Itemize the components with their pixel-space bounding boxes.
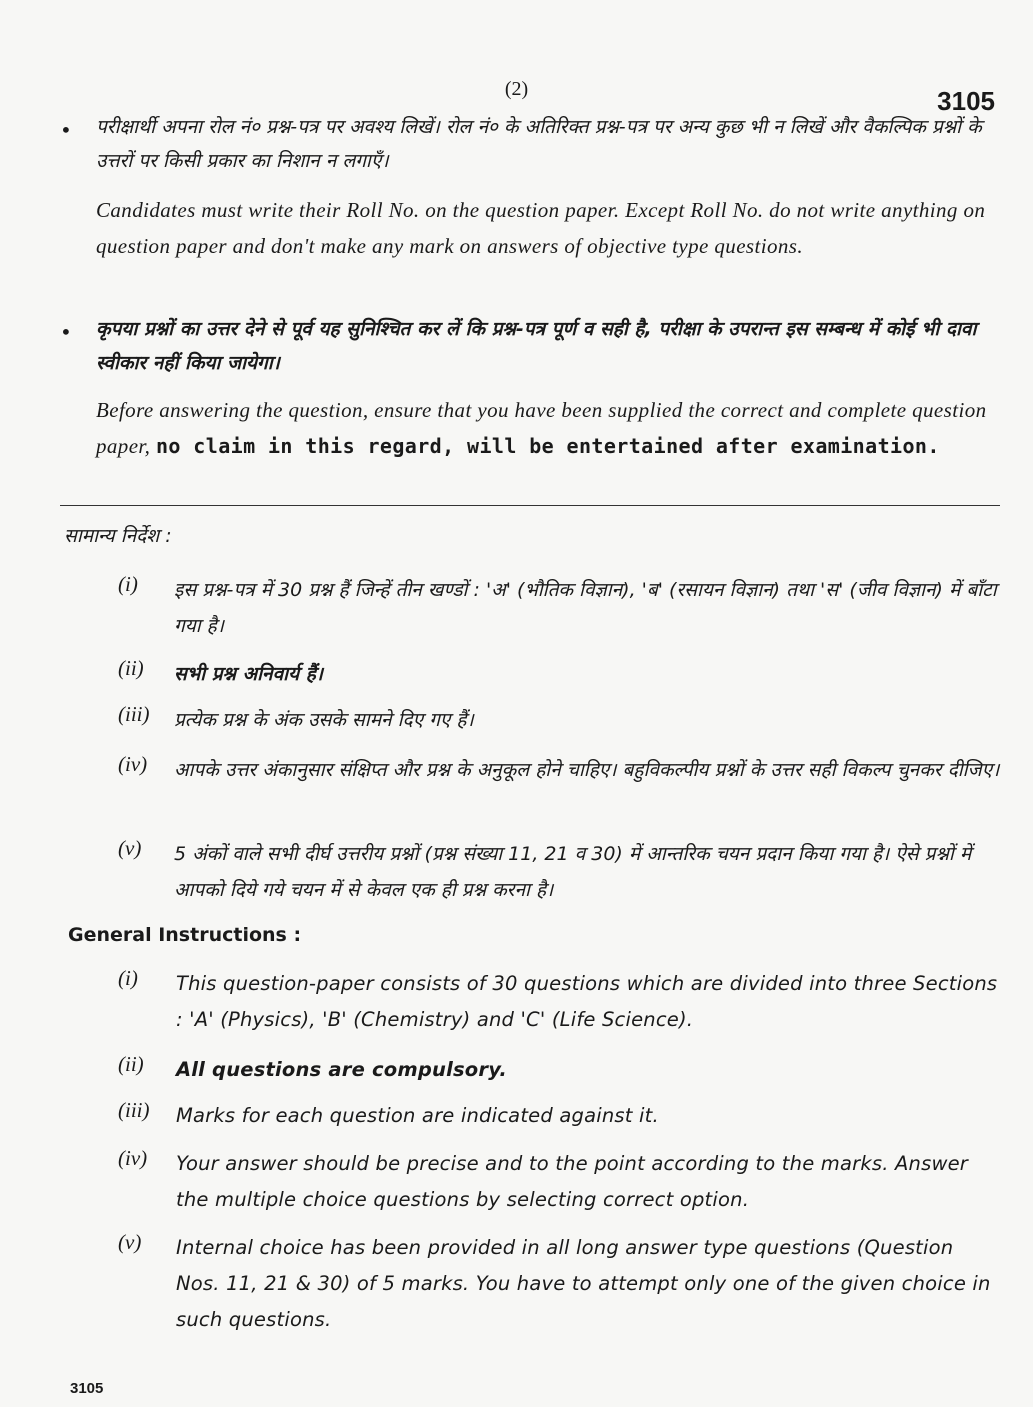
notice-roll-number bbox=[60, 110, 1003, 264]
general-instruction-item bbox=[118, 1230, 1001, 1338]
notice-english bbox=[96, 392, 1003, 464]
hindi-instruction-item bbox=[118, 836, 1001, 908]
item-text: All questions are compulsory. bbox=[176, 1058, 507, 1081]
bullet-icon: • bbox=[60, 118, 72, 142]
hindi-instruction-item bbox=[118, 752, 1001, 788]
hindi-instructions-heading: सामान्य निर्देश : bbox=[64, 525, 172, 547]
divider bbox=[60, 505, 1000, 506]
item-text: आपके उत्तर अंकानुसार संक्षिप्त और प्रश्न के अनुकूल होने चाहिए। बहुविकल्पीय प्रश्नों के उत्तर सही विकल्प चुनकर दीजिए। bbox=[174, 759, 1000, 781]
item-text: Internal choice has been provided in all long answer type questions (Question Nos. 11, 21 & 30) of 5 marks. You have to attempt only one of the given choice in such questions. bbox=[176, 1236, 991, 1331]
item-text: 5 अंकों वाले सभी दीर्घ उत्तरीय प्रश्नों (प्रश्न संख्या 11, 21 व 30) में आन्तरिक चयन प्रदान किया गया है। ऐसे प्रश्नों में आपको दिये गये चयन में से केवल एक ही प्रश्न करना है। bbox=[174, 843, 972, 901]
general-instruction-item bbox=[118, 966, 1001, 1038]
item-number: (iii) bbox=[118, 702, 150, 726]
general-instruction-item bbox=[118, 1052, 1001, 1088]
paper-code-top: 3105 bbox=[937, 86, 995, 116]
item-number: (i) bbox=[118, 966, 138, 990]
item-number: (iv) bbox=[118, 752, 148, 776]
page-number: (2) bbox=[504, 78, 529, 100]
general-instructions-heading: General Instructions : bbox=[68, 924, 302, 946]
item-text: Your answer should be precise and to the point according to the marks. Answer the multiple choice questions by selecting correct option. bbox=[176, 1152, 969, 1211]
item-text: इस प्रश्न-पत्र में 30 प्रश्न हैं जिन्हें तीन खण्डों : 'अ' (भौतिक विज्ञान), 'ब' (रसायन विज्ञान) तथा 'स' (जीव विज्ञान) में बाँटा गया है। bbox=[174, 579, 997, 637]
item-number: (v) bbox=[118, 836, 142, 860]
item-number: (v) bbox=[118, 1230, 142, 1254]
item-number: (i) bbox=[118, 572, 138, 596]
item-text: प्रत्येक प्रश्न के अंक उसके सामने दिए गए हैं। bbox=[174, 709, 474, 731]
notice-english: Candidates must write their Roll No. on the question paper. Except Roll No. do not write anything on question paper and don't make any mark on answers of objective type questions. bbox=[96, 198, 986, 258]
hindi-instruction-item bbox=[118, 702, 1001, 738]
notice-check-paper bbox=[60, 312, 1003, 464]
hindi-instruction-item bbox=[118, 572, 1001, 644]
item-number: (iv) bbox=[118, 1146, 148, 1170]
notice-english-a: Before answering the question, ensure that you have been supplied the correct and complete question paper, bbox=[96, 398, 987, 458]
item-number: (ii) bbox=[118, 1052, 144, 1076]
item-text: This question-paper consists of 30 questions which are divided into three Sections : 'A' (Physics), 'B' (Chemistry) and 'C' (Life Science). bbox=[176, 972, 998, 1031]
item-number: (ii) bbox=[118, 656, 144, 680]
general-instruction-item bbox=[118, 1098, 1001, 1134]
bullet-icon: • bbox=[60, 320, 72, 344]
notice-hindi: परीक्षार्थी अपना रोल नं० प्रश्न-पत्र पर अवश्य लिखें। रोल नं० के अतिरिक्त प्रश्न-पत्र पर अन्य कुछ भी न लिखें और वैकल्पिक प्रश्नों के उत्तरों पर किसी प्रकार का निशान न लगाएँ। bbox=[96, 116, 982, 172]
item-text: Marks for each question are indicated against it. bbox=[176, 1104, 659, 1127]
general-instruction-item bbox=[118, 1146, 1001, 1218]
notice-hindi: कृपया प्रश्नों का उत्तर देने से पूर्व यह सुनिश्चित कर लें कि प्रश्न-पत्र पूर्ण व सही है, परीक्षा के उपरान्त इस सम्बन्ध में कोई भी दावा स्वीकार नहीं किया जायेगा। bbox=[96, 318, 977, 374]
notice-english-b: no claim in this regard, will be entertained after examination. bbox=[155, 434, 940, 458]
paper-code-bottom: 3105 bbox=[70, 1380, 104, 1397]
item-number: (iii) bbox=[118, 1098, 150, 1122]
item-text: सभी प्रश्न अनिवार्य हैं। bbox=[174, 663, 323, 685]
hindi-instruction-item bbox=[118, 656, 1001, 692]
